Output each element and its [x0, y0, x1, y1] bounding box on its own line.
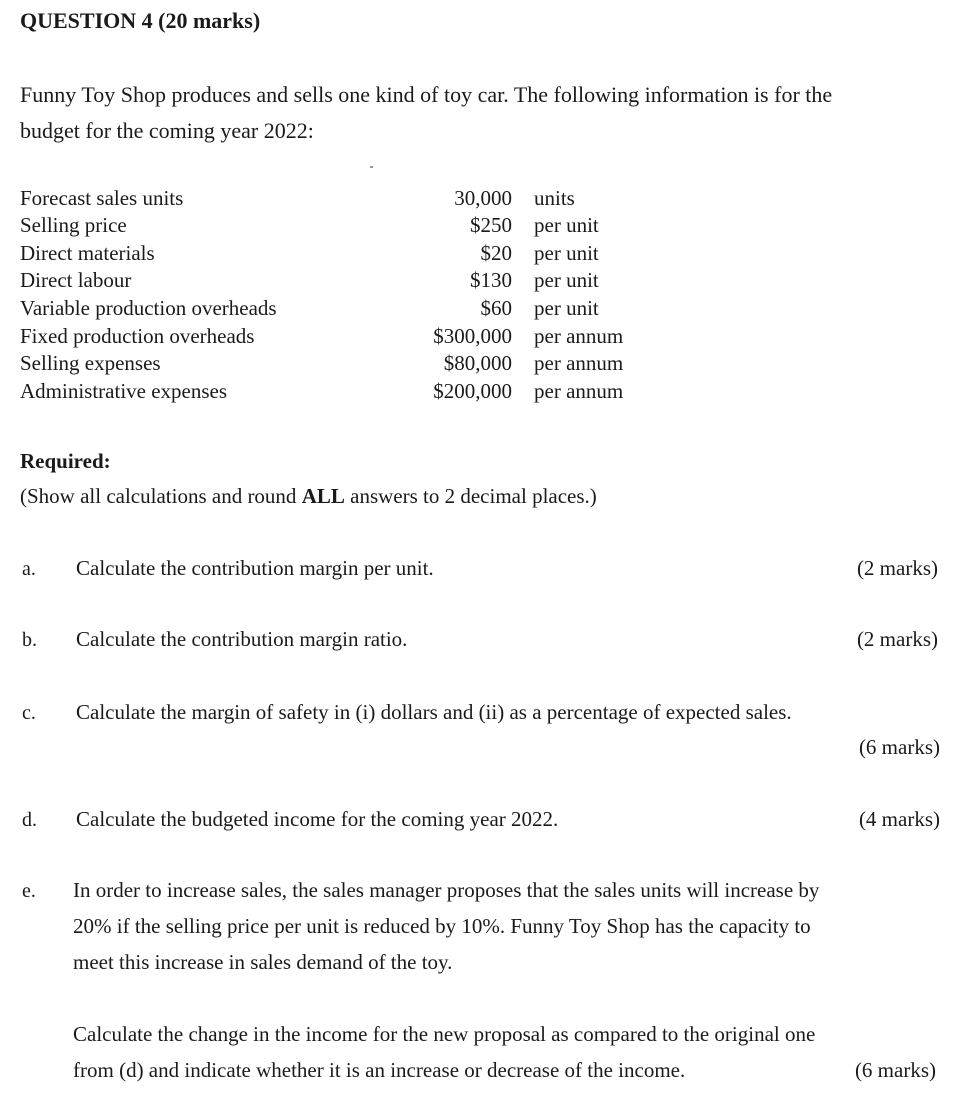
row-unit: units — [534, 186, 575, 210]
question-text-line-1: In order to increase sales, the sales manager proposes that the sales units will increase by — [73, 878, 820, 902]
stray-mark — [370, 166, 373, 168]
row-label: Direct materials — [20, 241, 155, 265]
instructions-emphasis: ALL — [301, 484, 345, 508]
intro-line-2: budget for the coming year 2022: — [20, 118, 314, 143]
question-marks: (4 marks) — [858, 807, 940, 831]
row-unit: per annum — [534, 379, 624, 403]
row-label: Selling price — [20, 213, 127, 237]
instructions-post: answers to 2 decimal places.) — [344, 484, 597, 508]
row-value: $300,000 — [433, 324, 512, 348]
required-heading: Required: — [20, 449, 111, 473]
row-value: $20 — [480, 241, 512, 265]
row-label: Forecast sales units — [20, 186, 184, 210]
row-unit: per annum — [534, 351, 624, 375]
row-value: $80,000 — [443, 351, 512, 375]
question-letter: b. — [22, 629, 37, 651]
row-value: $60 — [480, 296, 512, 320]
question-letter: a. — [22, 558, 36, 580]
question-text: Calculate the contribution margin per unit. — [76, 556, 434, 580]
question-marks: (6 marks) — [854, 1058, 936, 1082]
row-label: Variable production overheads — [20, 296, 277, 320]
question-text: Calculate the contribution margin ratio. — [76, 627, 408, 651]
row-label: Administrative expenses — [20, 379, 228, 403]
question-text: Calculate the margin of safety in (i) dollars and (ii) as a percentage of expected sales. — [76, 700, 792, 724]
question-letter: d. — [22, 809, 37, 831]
row-unit: per unit — [534, 296, 599, 320]
row-label: Direct labour — [20, 268, 132, 292]
row-label: Fixed production overheads — [20, 324, 255, 348]
row-value: 30,000 — [454, 186, 512, 210]
row-value: $200,000 — [433, 379, 512, 403]
intro-line-1: Funny Toy Shop produces and sells one kind of toy car. The following information is for the — [20, 82, 833, 107]
question-marks: (6 marks) — [858, 735, 940, 759]
row-unit: per unit — [534, 213, 599, 237]
row-unit: per unit — [534, 268, 599, 292]
question-text: Calculate the budgeted income for the coming year 2022. — [76, 807, 559, 831]
row-unit: per unit — [534, 241, 599, 265]
question-letter: e. — [22, 880, 36, 902]
row-unit: per annum — [534, 324, 624, 348]
question-text-line-5: from (d) and indicate whether it is an increase or decrease of the income. — [73, 1058, 686, 1082]
question-text-line-2: 20% if the selling price per unit is reduced by 10%. Funny Toy Shop has the capacity to — [73, 914, 811, 938]
question-marks: (2 marks) — [856, 627, 938, 651]
question-text-line-4: Calculate the change in the income for the new proposal as compared to the original one — [73, 1022, 816, 1046]
row-value: $130 — [470, 268, 512, 292]
question-text-line-3: meet this increase in sales demand of the toy. — [73, 950, 453, 974]
row-label: Selling expenses — [20, 351, 161, 375]
question-marks: (2 marks) — [856, 556, 938, 580]
row-value: $250 — [470, 213, 512, 237]
question-heading: QUESTION 4 (20 marks) — [20, 8, 261, 33]
instructions — [20, 484, 597, 509]
question-letter: c. — [22, 702, 36, 724]
instructions-pre: (Show all calculations and round — [20, 484, 302, 508]
